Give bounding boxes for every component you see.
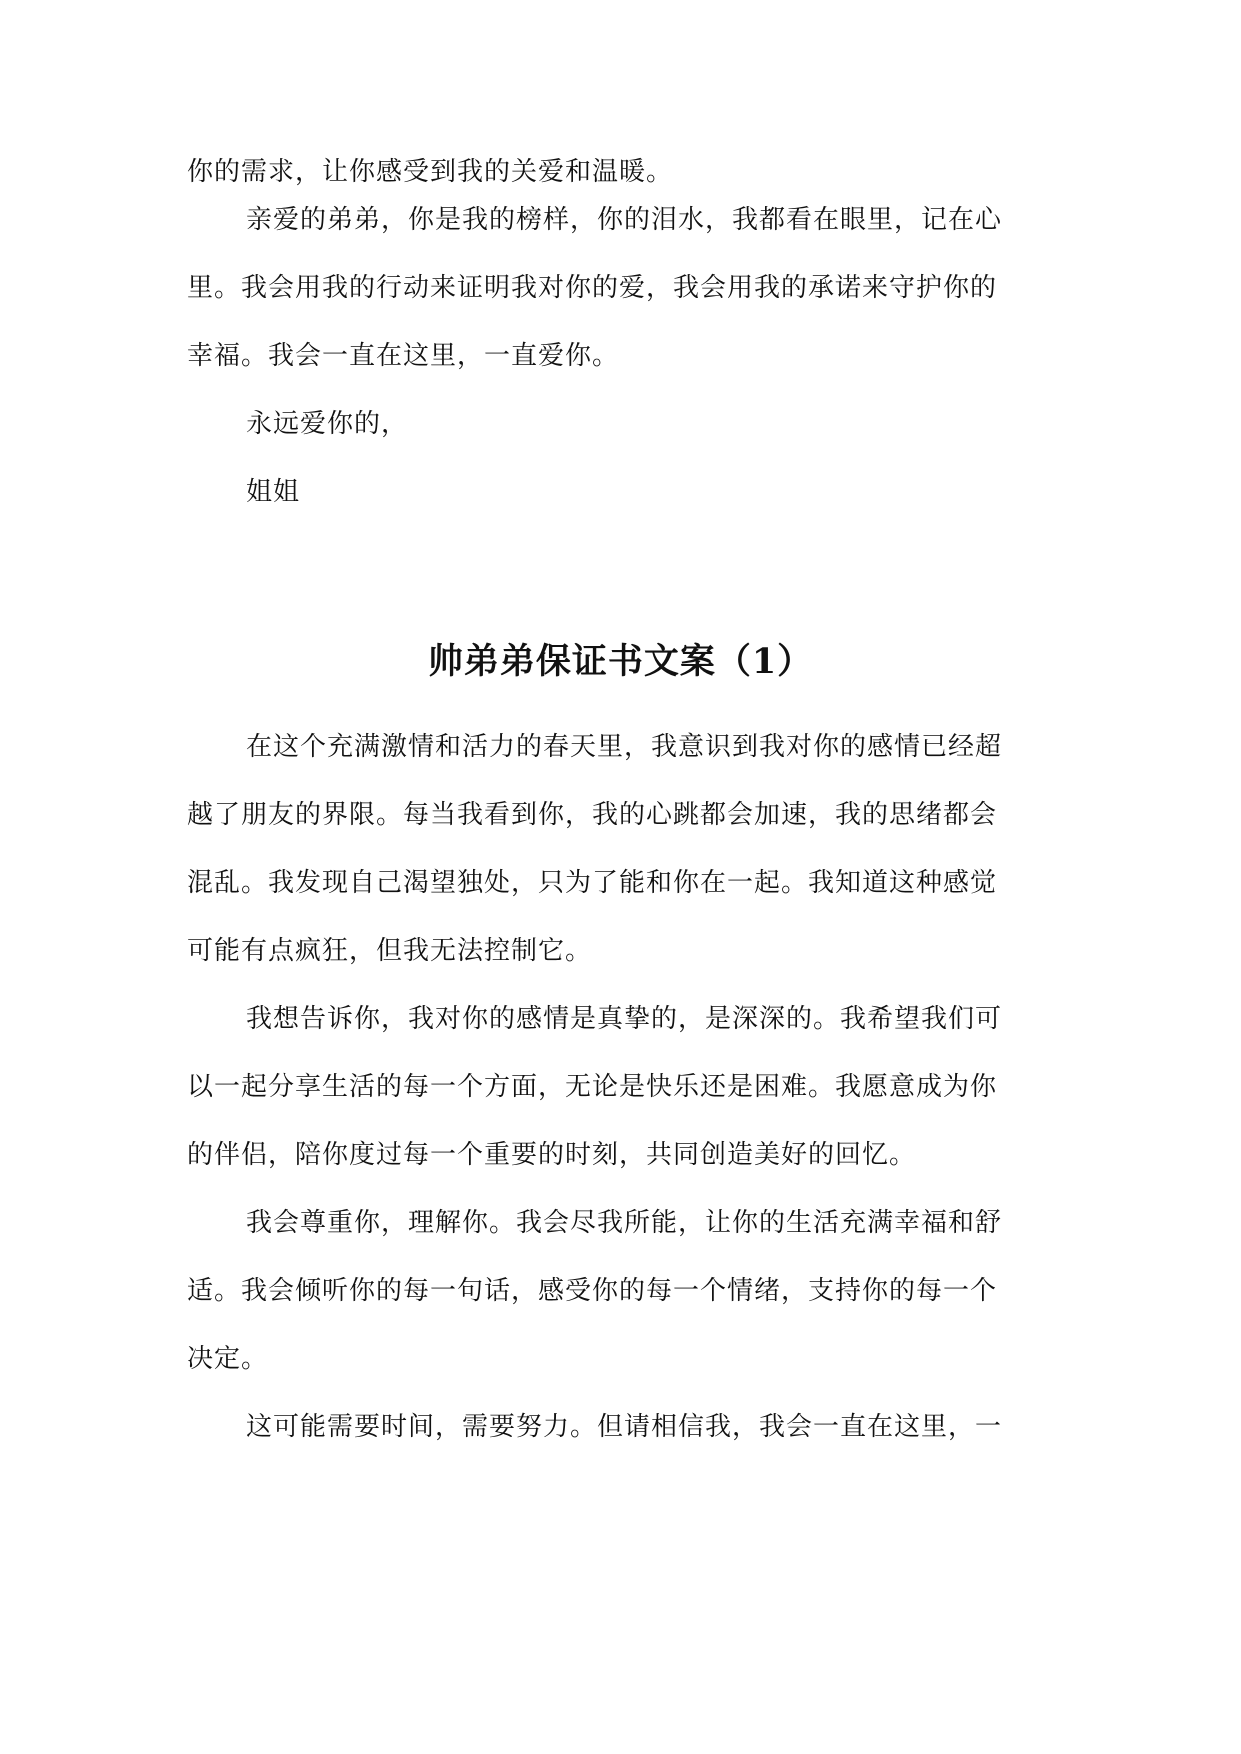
paragraph-line: 在这个充满激情和活力的春天里，我意识到我对你的感情已经超 bbox=[246, 732, 1003, 762]
paragraph-line: 我会尊重你，理解你。我会尽我所能，让你的生活充满幸福和舒 bbox=[246, 1208, 1003, 1238]
section-title: 帅弟弟保证书文案（1） bbox=[427, 641, 814, 682]
paragraph-line: 我想告诉你，我对你的感情是真挚的，是深深的。我希望我们可 bbox=[246, 1004, 1003, 1034]
paragraph-line: 幸福。我会一直在这里，一直爱你。 bbox=[187, 341, 620, 371]
paragraph-line: 决定。 bbox=[187, 1344, 269, 1374]
paragraph-line: 这可能需要时间，需要努力。但请相信我，我会一直在这里，一 bbox=[246, 1412, 1003, 1442]
paragraph-line: 混乱。我发现自己渴望独处，只为了能和你在一起。我知道这种感觉 bbox=[187, 868, 998, 898]
paragraph-line: 可能有点疯狂，但我无法控制它。 bbox=[187, 936, 593, 966]
closing-line: 永远爱你的， bbox=[246, 409, 409, 439]
signature-line: 姐姐 bbox=[246, 477, 301, 507]
paragraph-line: 你的需求，让你感受到我的关爱和温暖。 bbox=[187, 157, 674, 187]
paragraph-line: 里。我会用我的行动来证明我对你的爱，我会用我的承诺来守护你的 bbox=[187, 273, 998, 303]
paragraph-line: 亲爱的弟弟，你是我的榜样，你的泪水，我都看在眼里，记在心 bbox=[246, 205, 1003, 235]
paragraph-line: 适。我会倾听你的每一句话，感受你的每一个情绪，支持你的每一个 bbox=[187, 1276, 998, 1306]
paragraph-line: 以一起分享生活的每一个方面，无论是快乐还是困难。我愿意成为你 bbox=[187, 1072, 998, 1102]
paragraph-line: 越了朋友的界限。每当我看到你，我的心跳都会加速，我的思绪都会 bbox=[187, 800, 998, 830]
paragraph-line: 的伴侣，陪你度过每一个重要的时刻，共同创造美好的回忆。 bbox=[187, 1140, 917, 1170]
